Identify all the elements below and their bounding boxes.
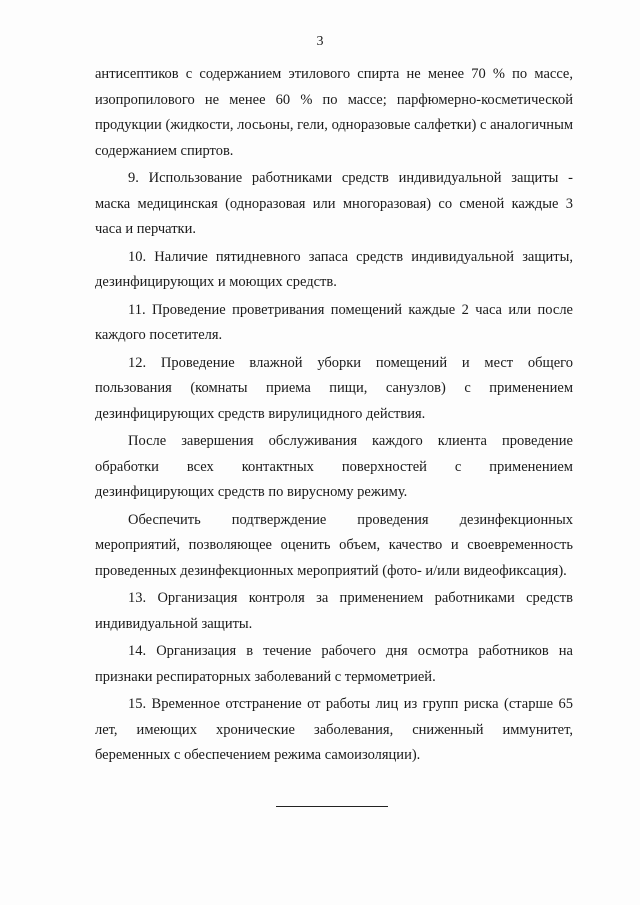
- paragraph-item-9: 9. Использование работниками средств индивидуальной защиты - маска медицинская (одноразовая или многоразовая) со сменой каждые 3 часа и перчатки.: [95, 170, 573, 237]
- paragraph-item-10: 10. Наличие пятидневного запаса средств индивидуальной защиты, дезинфицирующих и моющих средств.: [95, 248, 573, 290]
- paragraph-item-14: 14. Организация в течение рабочего дня осмотра работников на признаки респираторных заболеваний с термометрией.: [95, 643, 573, 685]
- page-number: 3: [316, 34, 324, 49]
- document-body: [95, 62, 573, 771]
- paragraph-item-12-cleaning: После завершения обслуживания каждого клиента проведение обработки всех контактных поверхностей с применением дезинфицирующих средств по вирусному режиму.: [95, 433, 573, 500]
- paragraph-item-11: 11. Проведение проветривания помещений каждые 2 часа или после каждого посетителя.: [95, 301, 573, 343]
- paragraph-item-13: 13. Организация контроля за применением работниками средств индивидуальной защиты.: [95, 590, 573, 632]
- paragraph-item-12: 12. Проведение влажной уборки помещений и мест общего пользования (комнаты приема пищи, санузлов) с применением дезинфицирующих средств вирулицидного действия.: [95, 354, 573, 422]
- end-divider: [276, 806, 388, 807]
- paragraph-item-12-confirmation: Обеспечить подтверждение проведения дезинфекционных мероприятий, позволяющее оценить объем, качество и своевременность проведенных дезинфекционных мероприятий (фото- и/или видеофиксация).: [95, 511, 573, 579]
- paragraph-continuation: антисептиков с содержанием этилового спирта не менее 70 % по массе, изопропилового не менее 60 % по массе; парфюмерно-косметической продукции (жидкости, лосьоны, гели, одноразовые салфетки) с аналогичным содержанием спиртов.: [95, 66, 573, 159]
- paragraph-item-15: 15. Временное отстранение от работы лиц из групп риска (старше 65 лет, имеющих хронические заболевания, сниженный иммунитет, беременных с обеспечением режима самоизоляции).: [95, 696, 573, 763]
